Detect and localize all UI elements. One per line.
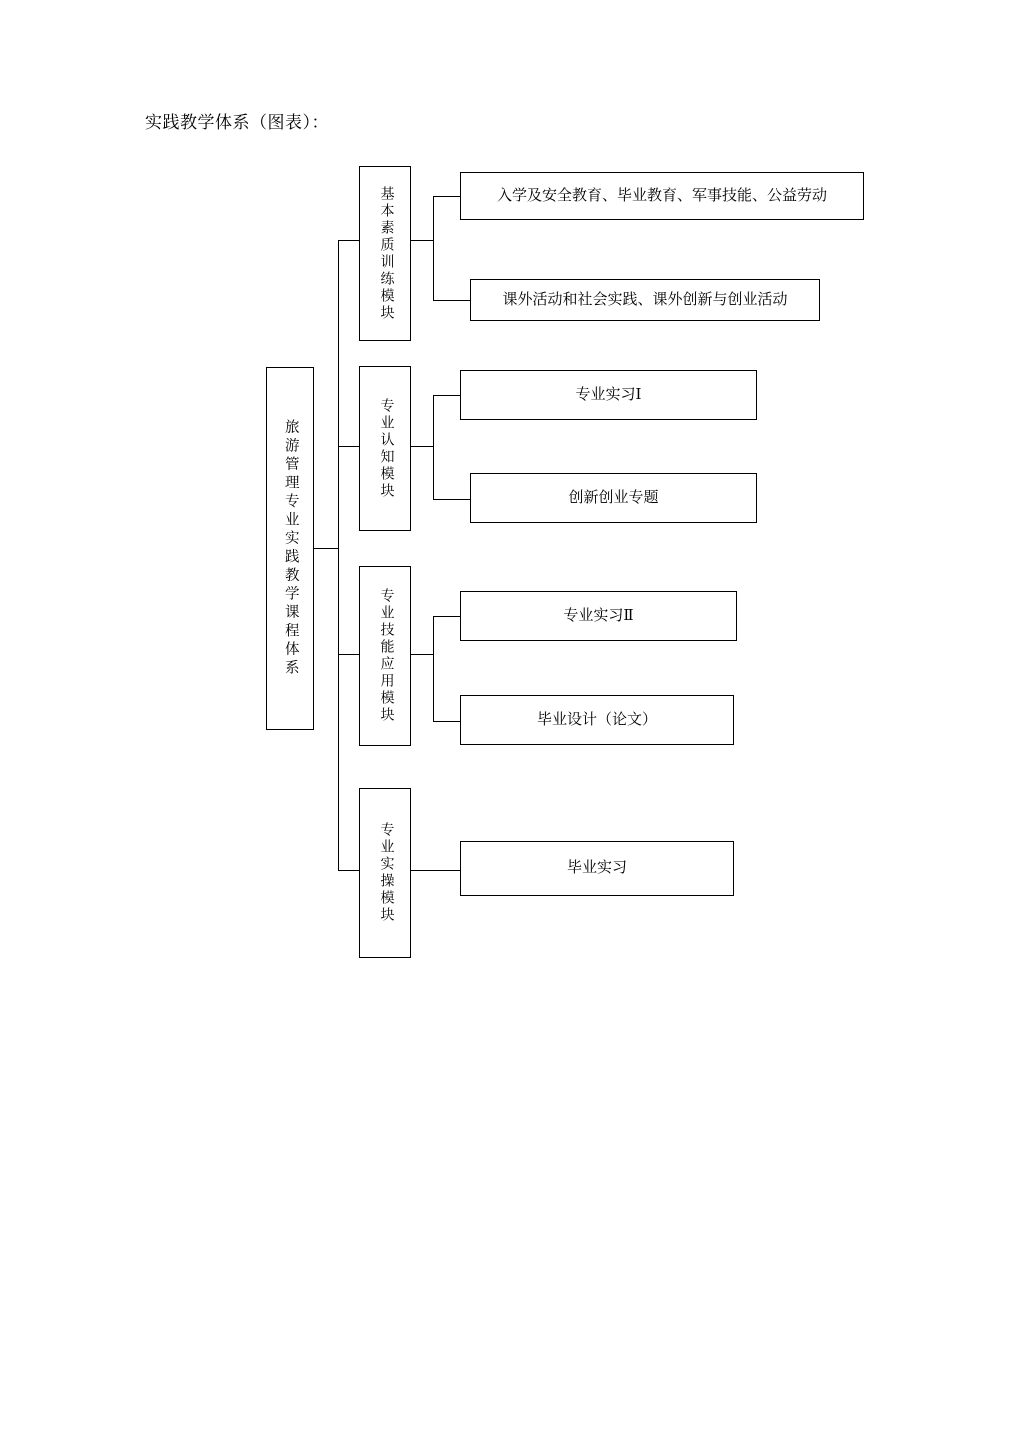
connector-trunk-module-3 xyxy=(338,654,360,655)
page-title: 实践教学体系（图表）： xyxy=(145,113,329,132)
connector-module3-child1 xyxy=(433,616,461,617)
leaf-node-1-2: 课外活动和社会实践、课外创新与创业活动 xyxy=(470,279,820,321)
leaf-node-1-1: 入学及安全教育、毕业教育、军事技能、公益劳动 xyxy=(460,172,864,220)
connector-trunk-module-2 xyxy=(338,446,360,447)
connector-module2-child1 xyxy=(433,395,461,396)
connector-module2-spine xyxy=(433,395,434,499)
connector-module2-child2 xyxy=(433,499,471,500)
leaf-node-2-2: 创新创业专题 xyxy=(470,473,757,523)
connector-module1-child2 xyxy=(433,300,471,301)
connector-module3-spine xyxy=(433,616,434,721)
module-node-4: 专业实操模块 xyxy=(359,788,411,958)
connector-trunk-module-4 xyxy=(338,870,360,871)
connector-trunk xyxy=(338,240,339,870)
connector-module1-child1 xyxy=(433,196,461,197)
connector-module3-stem xyxy=(411,654,433,655)
module-node-1: 基本素质训练模块 xyxy=(359,166,411,341)
leaf-node-2-1: 专业实习Ⅰ xyxy=(460,370,757,420)
connector-trunk-module-1 xyxy=(338,240,360,241)
leaf-node-3-2: 毕业设计（论文） xyxy=(460,695,734,745)
connector-module2-stem xyxy=(411,446,433,447)
module-node-2: 专业认知模块 xyxy=(359,366,411,531)
leaf-node-3-1: 专业实习Ⅱ xyxy=(460,591,737,641)
connector-module1-spine xyxy=(433,196,434,300)
connector-root-trunk xyxy=(314,548,338,549)
module-node-3: 专业技能应用模块 xyxy=(359,566,411,746)
connector-module4-stem xyxy=(411,870,461,871)
leaf-node-4-1: 毕业实习 xyxy=(460,841,734,896)
root-node: 旅游管理专业实践教学课程体系 xyxy=(266,367,314,730)
connector-module1-stem xyxy=(411,240,433,241)
connector-module3-child2 xyxy=(433,721,461,722)
